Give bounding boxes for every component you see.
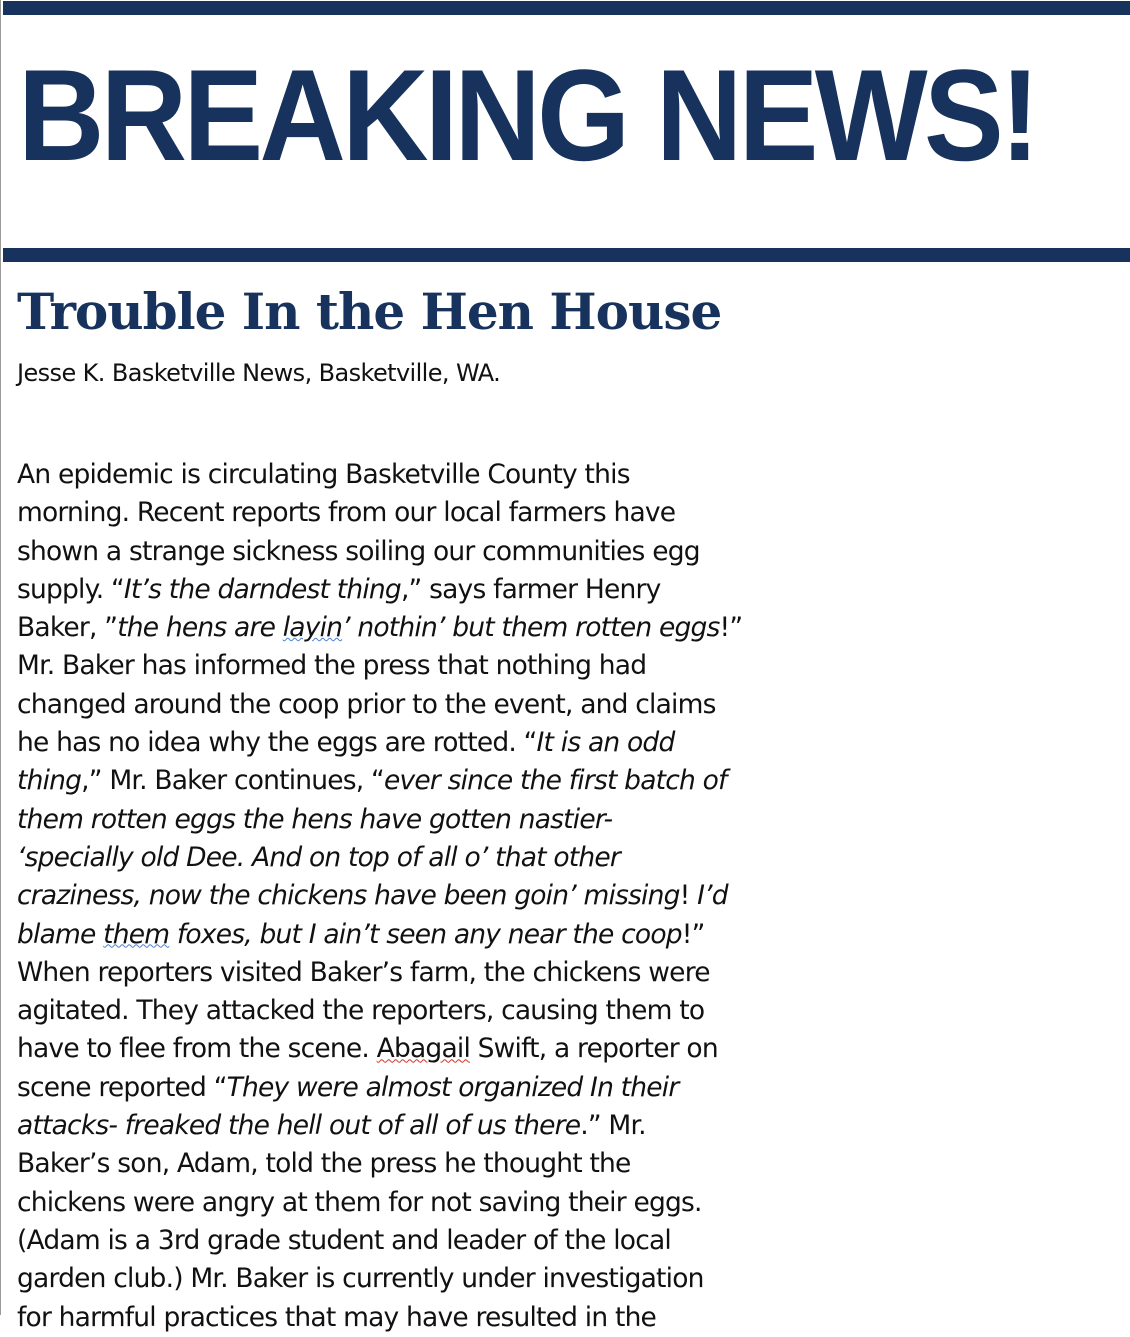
article-quote: ‘specially old Dee. And on top of all o’ that other <box>17 841 620 873</box>
article-text: .” Mr. <box>580 1110 646 1142</box>
article-line <box>17 877 847 915</box>
article-line <box>17 1069 847 1107</box>
article-text: !” <box>681 918 705 950</box>
article-line <box>17 954 847 992</box>
article-text: supply. “ <box>17 573 124 605</box>
article-line <box>17 1145 847 1183</box>
article-line <box>17 533 847 571</box>
article-quote: It is an odd <box>536 727 675 759</box>
article-line <box>17 686 847 724</box>
article-text: An epidemic is circulating Basketville County this <box>17 459 630 490</box>
page-left-edge <box>0 0 1 1315</box>
article-text: changed around the coop prior to the event, and claims <box>17 688 716 720</box>
article-text: chickens were angry at them for not saving their eggs. <box>17 1186 702 1218</box>
article-text: !” <box>719 612 743 644</box>
flagged-word[interactable]: layin <box>282 612 343 644</box>
article-quote: blame <box>17 918 104 950</box>
article-quote: the hens are <box>117 612 283 644</box>
article-text: Mr. Baker has informed the press that nothing had <box>17 650 647 682</box>
article-line <box>17 992 847 1030</box>
article-quote: foxes, but I ain’t seen any near the coop <box>169 918 682 950</box>
article-line <box>17 762 847 800</box>
article-text: morning. Recent reports from our local farmers have <box>17 497 676 529</box>
masthead-bottom-rule <box>3 248 1130 262</box>
article-line <box>17 839 847 877</box>
article-text: ,” Mr. Baker continues, “ <box>81 765 384 797</box>
article-line <box>17 494 847 532</box>
article-quote: ’ nothin’ but them rotten eggs <box>342 612 720 644</box>
article-text: (Adam is a 3rd grade student and leader of the local <box>17 1224 671 1256</box>
flagged-word[interactable]: Abagail <box>376 1033 471 1065</box>
article-line <box>17 647 847 685</box>
article-quote: thing <box>17 765 82 797</box>
article-quote: It’s the darndest thing <box>123 573 401 605</box>
article-line <box>17 724 847 762</box>
article-body <box>17 456 847 1337</box>
article-text: garden club.) Mr. Baker is currently under investigation <box>17 1263 704 1295</box>
article-byline: Jesse K. Basketville News, Basketville, WA. <box>17 359 501 387</box>
article-line <box>17 1030 847 1068</box>
article-line <box>17 916 847 954</box>
article-line <box>17 801 847 839</box>
article-headline: Trouble In the Hen House <box>17 282 722 341</box>
article-text: ,” says farmer Henry <box>400 573 661 605</box>
article-text: When reporters visited Baker’s farm, the chickens were <box>17 956 710 988</box>
article-quote: craziness, now the chickens have been goin’ missing <box>17 880 680 912</box>
article-quote: ever since the first batch of <box>383 765 727 797</box>
article-text: Baker’s son, Adam, told the press he thought the <box>17 1148 631 1180</box>
article-quote: them rotten eggs the hens have gotten nastier- <box>17 803 613 835</box>
masthead-top-rule <box>3 1 1130 15</box>
article-line <box>17 1299 847 1337</box>
masthead-title: BREAKING NEWS! <box>18 42 1037 188</box>
article-text: for harmful practices that may have resulted in the <box>17 1301 657 1333</box>
article-text: shown a strange sickness soiling our communities egg <box>17 535 700 567</box>
article-line <box>17 1222 847 1260</box>
article-text: he has no idea why the eggs are rotted. “ <box>17 727 537 759</box>
article-line <box>17 1184 847 1222</box>
flagged-word[interactable]: them <box>103 918 170 950</box>
article-text: Swift, a reporter on <box>470 1033 718 1065</box>
article-quote: They were almost organized In their <box>226 1071 679 1103</box>
article-text: Baker, ” <box>17 612 118 644</box>
article-line <box>17 456 847 494</box>
article-quote: I’d <box>697 880 728 912</box>
article-quote: attacks- freaked the hell out of all of us there <box>17 1110 581 1142</box>
article-line <box>17 1260 847 1298</box>
article-text: scene reported “ <box>17 1071 227 1103</box>
article-line <box>17 609 847 647</box>
article-line <box>17 1107 847 1145</box>
article-text: ! <box>679 880 698 912</box>
article-line <box>17 571 847 609</box>
article-text: agitated. They attacked the reporters, causing them to <box>17 995 705 1027</box>
article-text: have to flee from the scene. <box>17 1033 377 1065</box>
